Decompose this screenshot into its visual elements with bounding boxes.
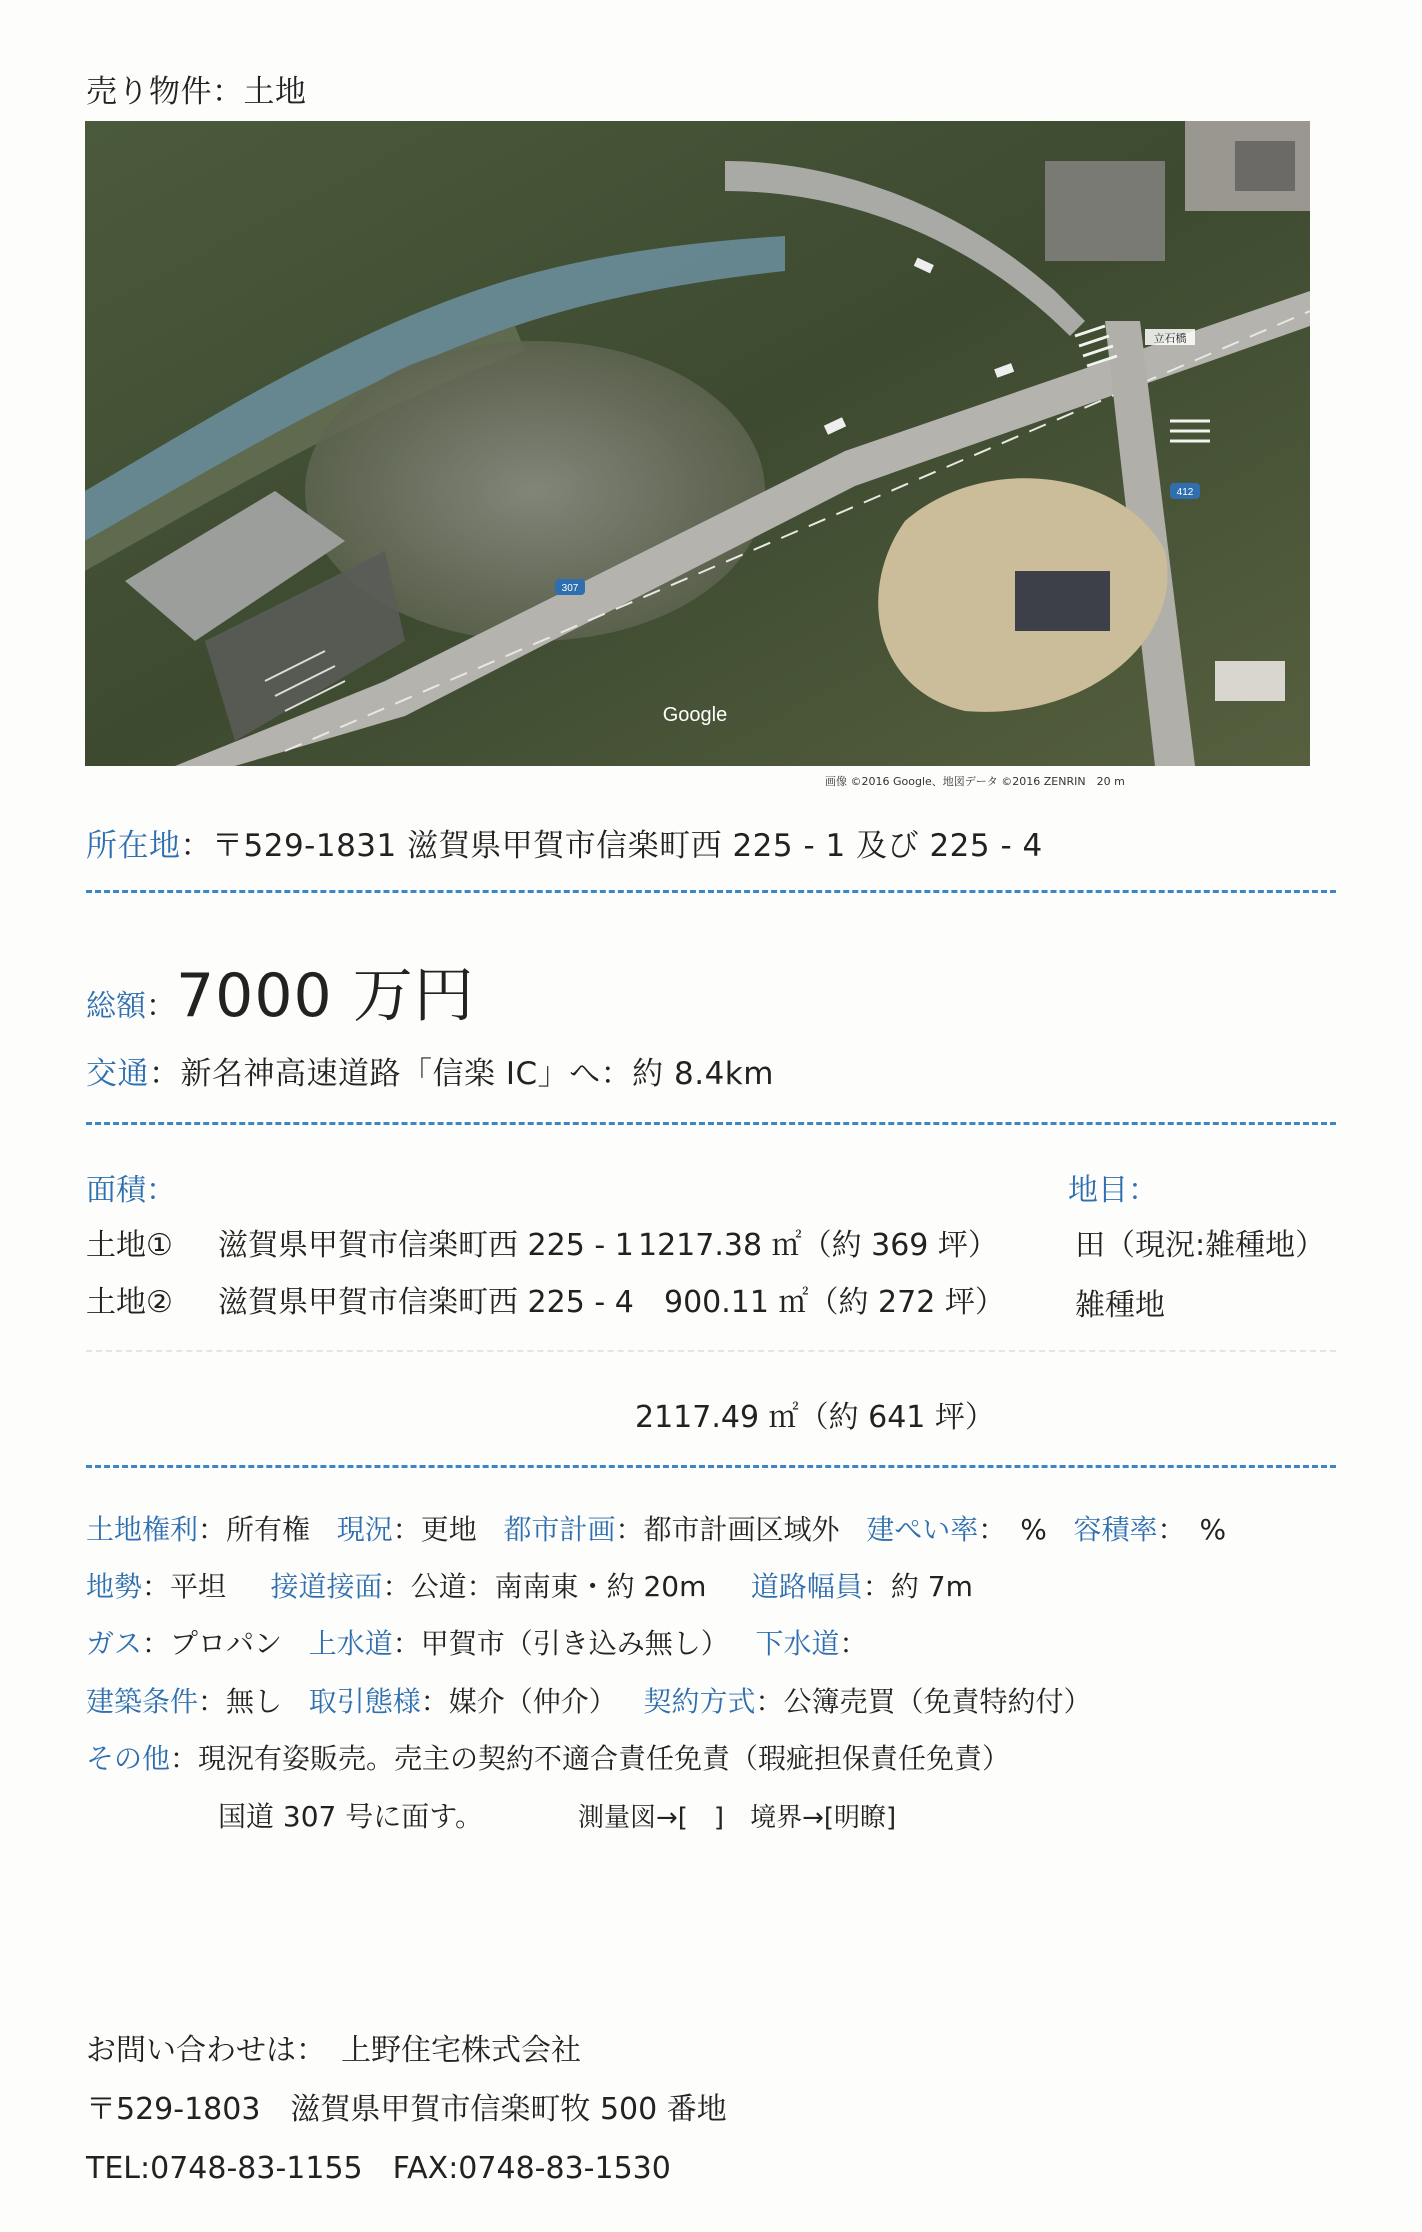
survey-boundary: 測量図→[ ] 境界→[明瞭] (578, 1803, 897, 1833)
price-colon: ： (146, 989, 176, 1024)
sewer-label: 下水道 (755, 1627, 840, 1660)
land-2-category: 雑種地 (1075, 1288, 1165, 1323)
bcr-value: ： % (978, 1513, 1047, 1546)
divider (86, 1122, 1336, 1125)
bcr-label: 建ぺい率 (866, 1513, 979, 1546)
location-colon: ： (180, 828, 212, 864)
route-badge-412: 412 (1176, 487, 1194, 498)
water-label: 上水道 (308, 1627, 393, 1660)
divider (86, 890, 1336, 893)
land-2-address: 滋賀県甲賀市信楽町西 225 - 4 (218, 1285, 634, 1320)
land-2-size: 900.11 ㎡（約 272 坪） (664, 1285, 1005, 1320)
build-label: 建築条件 (86, 1685, 199, 1718)
width-value: ：約 7m (862, 1570, 973, 1603)
place-label: 立石橋 (1153, 332, 1187, 345)
location-label: 所在地 (86, 828, 181, 864)
land-1-category: 田（現況:雑種地） (1075, 1228, 1326, 1263)
location-value: 〒529-1831 滋賀県甲賀市信楽町西 225 - 1 及び 225 - 4 (212, 828, 1043, 864)
width-label: 道路幅員 (750, 1570, 863, 1603)
deal-value: ：媒介（仲介） (420, 1685, 617, 1718)
access-value: ：新名神高速道路「信楽 IC」へ：約 8.4km (149, 1056, 774, 1092)
land-1-name: 土地① (86, 1228, 173, 1263)
contract-value: ：公簿売買（免責特約付） (755, 1685, 1092, 1718)
status-value: ：更地 (392, 1513, 477, 1546)
road-value: ：公道：南南東・約 20m (382, 1570, 707, 1603)
details-row-3 (86, 1622, 868, 1662)
contact-intro: お問い合わせは： 上野住宅株式会社 (86, 2033, 581, 2068)
land-1-size: 1217.38 ㎡（約 369 坪） (638, 1228, 998, 1263)
map-credit: 画像 ©2016 Google、地図データ ©2016 ZENRIN 20 m (825, 775, 1125, 788)
gas-value: ：プロパン (142, 1627, 283, 1660)
location-row (86, 820, 1043, 865)
gas-label: ガス (86, 1627, 143, 1660)
price-row (86, 948, 475, 1031)
land-2-name: 土地② (86, 1285, 173, 1320)
access-label: 交通 (86, 1056, 149, 1092)
water-value: ：甲賀市（引き込み無し） (392, 1627, 729, 1660)
land-1-address: 滋賀県甲賀市信楽町西 225 - 1 (218, 1228, 634, 1263)
status-label: 現況 (336, 1513, 393, 1546)
rights-value: ：所有権 (198, 1513, 311, 1546)
build-value: ：無し (198, 1685, 283, 1718)
price-label: 総額 (86, 989, 146, 1024)
other-label: その他 (86, 1742, 171, 1775)
rights-label: 土地権利 (86, 1513, 199, 1546)
area-label: 面積： (86, 1173, 176, 1208)
divider (86, 1465, 1336, 1468)
other-value: ：現況有姿販売。売主の契約不適合責任免責（瑕疵担保責任免責） (170, 1742, 1011, 1775)
details-row-4 (86, 1680, 1092, 1720)
far-label: 容積率 (1073, 1513, 1158, 1546)
terrain-label: 地勢 (86, 1570, 143, 1603)
road-label: 接道接面 (270, 1570, 383, 1603)
aerial-map-photo (85, 121, 1310, 766)
contact-tel-fax: TEL:0748-83-1155 FAX:0748-83-1530 (86, 2151, 671, 2186)
page-title: 売り物件：土地 (86, 74, 307, 110)
route-badge-307: 307 (561, 583, 579, 594)
plan-label: 都市計画 (503, 1513, 616, 1546)
google-logo: Google (662, 704, 728, 726)
details-row-5 (86, 1737, 1010, 1777)
price-value: 7000 万円 (176, 961, 475, 1031)
total-area: 2117.49 ㎡（約 641 坪） (635, 1400, 995, 1435)
plan-value: ：都市計画区域外 (615, 1513, 840, 1546)
category-label: 地目： (1068, 1173, 1158, 1208)
terrain-value: ：平坦 (142, 1570, 227, 1603)
contract-label: 契約方式 (643, 1685, 756, 1718)
details-row-2 (86, 1565, 973, 1605)
access-row (86, 1048, 774, 1093)
contact-address: 〒529-1803 滋賀県甲賀市信楽町牧 500 番地 (86, 2092, 727, 2127)
far-value: ： % (1157, 1513, 1227, 1546)
details-row-1 (86, 1508, 1226, 1548)
subtotal-divider (86, 1350, 1336, 1352)
deal-label: 取引態様 (308, 1685, 421, 1718)
other-line-2: 国道 307 号に面す。 (218, 1800, 484, 1833)
sewer-value: ： (839, 1627, 868, 1660)
